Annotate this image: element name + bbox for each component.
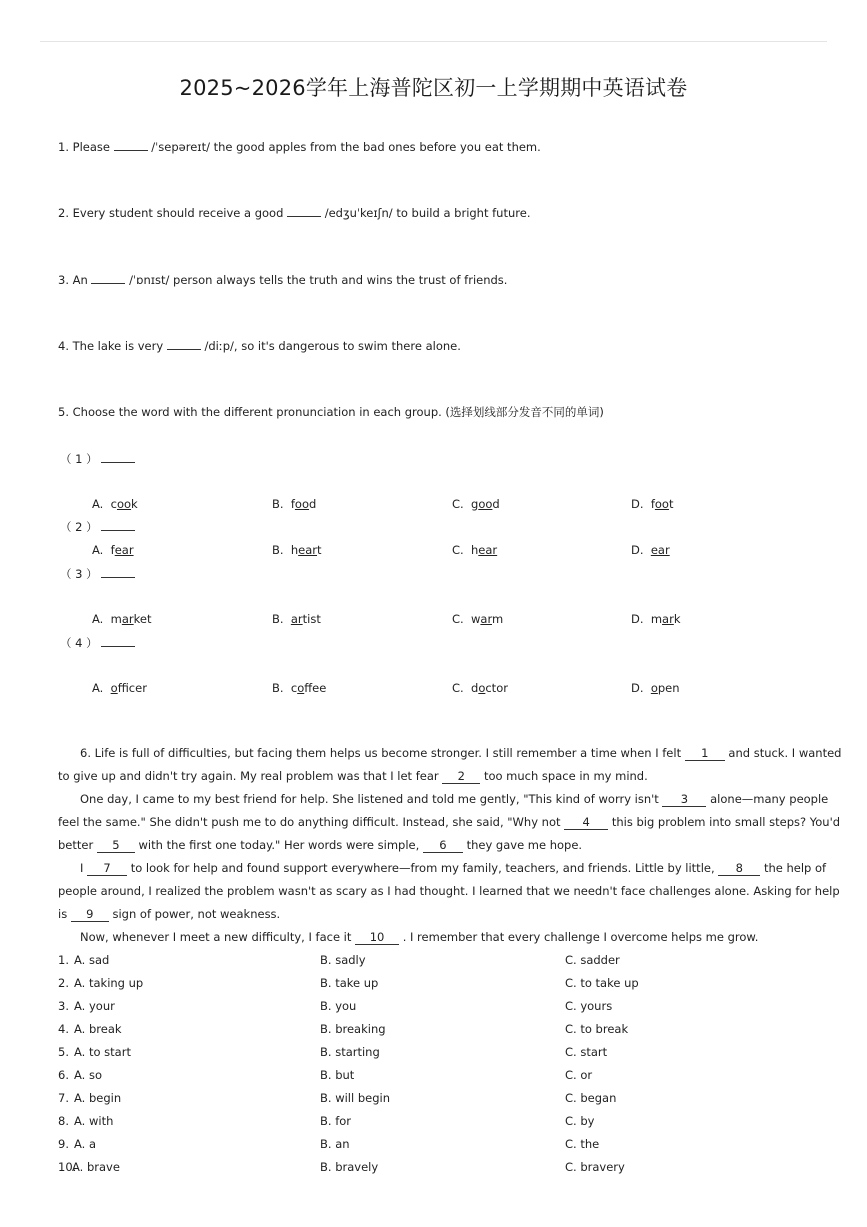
option-1c[interactable] — [452, 497, 500, 511]
question-2 — [58, 205, 530, 220]
choice-option-b[interactable]: B. for — [320, 1114, 352, 1128]
word-part: c — [110, 497, 117, 511]
blank-9[interactable]: 9 — [71, 907, 109, 922]
choice-option-b[interactable]: B. take up — [320, 976, 379, 990]
passage-text: is — [58, 907, 68, 921]
question-3 — [58, 272, 507, 287]
question-4 — [58, 338, 461, 353]
option-letter: C. — [452, 612, 464, 626]
option-3d[interactable] — [631, 612, 680, 626]
blank-5[interactable]: 5 — [97, 838, 135, 853]
group-number: （ 1 ） — [60, 452, 98, 466]
choice-number: 5. — [58, 1045, 69, 1059]
blank-3[interactable]: 3 — [662, 792, 706, 807]
question-text: 1. Please — [58, 140, 110, 154]
word-part: pen — [657, 681, 680, 695]
passage-line — [58, 926, 811, 949]
option-4a[interactable] — [92, 681, 147, 695]
choice-option-a[interactable]: A. with — [74, 1114, 114, 1128]
word-part: k — [673, 612, 681, 626]
underlined-sound: oo — [478, 497, 493, 511]
blank-8[interactable]: 8 — [718, 861, 760, 876]
choice-number: 3. — [58, 999, 69, 1013]
choice-option-a[interactable]: A. sad — [74, 953, 110, 967]
passage-text: 6. Life is full of difficulties, but facing them helps us become stronger. I still remember a time when I felt — [80, 746, 682, 760]
answer-blank[interactable] — [101, 635, 135, 647]
passage-text: One day, I came to my best friend for help. She listened and told me gently, "This kind of worry isn't — [80, 792, 659, 806]
passage-text: sign of power, not weakness. — [112, 907, 281, 921]
word-part: d — [471, 681, 479, 695]
choice-option-b[interactable]: B. you — [320, 999, 357, 1013]
word-part: m — [110, 612, 122, 626]
choice-option-a[interactable]: A. break — [74, 1022, 122, 1036]
option-letter: D. — [631, 612, 644, 626]
choice-option-c[interactable]: C. sadder — [565, 953, 620, 967]
question-text: 3. An — [58, 273, 88, 287]
choice-option-c[interactable]: C. bravery — [565, 1160, 625, 1174]
question-text: 4. The lake is very — [58, 339, 164, 353]
word-part: g — [471, 497, 479, 511]
group-3-label — [60, 566, 135, 582]
question-text: 2. Every student should receive a good — [58, 206, 284, 220]
choice-option-c[interactable]: C. or — [565, 1068, 593, 1082]
choice-option-b[interactable]: B. breaking — [320, 1022, 386, 1036]
underlined-sound: o — [478, 681, 486, 695]
option-3a[interactable] — [92, 612, 151, 626]
word-part: h — [471, 543, 479, 557]
choice-option-a[interactable]: A. a — [74, 1137, 97, 1151]
page-title: 2025~2026学年上海普陀区初一上学期期中英语试卷 — [179, 76, 688, 100]
underlined-sound: ar — [662, 612, 674, 626]
word-part: h — [290, 543, 299, 557]
answer-blank[interactable] — [101, 451, 135, 463]
word-part: d — [492, 497, 500, 511]
option-letter: B. — [272, 612, 284, 626]
option-1d[interactable] — [631, 497, 673, 511]
question-5 — [58, 404, 604, 420]
underlined-sound: o — [297, 681, 305, 695]
word-part: f — [110, 543, 115, 557]
option-letter: A. — [92, 612, 104, 626]
passage-text: feel the same." She didn't push me to do anything difficult. Instead, she said, "Why not — [58, 815, 561, 829]
underlined-sound: o — [110, 681, 118, 695]
choice-option-a[interactable]: A. your — [74, 999, 115, 1013]
choice-option-c[interactable]: C. yours — [565, 999, 613, 1013]
passage-text: Now, whenever I meet a new difficulty, I face it — [80, 930, 352, 944]
underlined-sound: ear — [298, 543, 318, 557]
word-part: f — [650, 497, 655, 511]
top-divider — [40, 41, 827, 42]
answer-blank[interactable] — [114, 139, 148, 151]
answer-blank[interactable] — [101, 519, 135, 531]
word-part: ctor — [485, 681, 508, 695]
choice-option-a[interactable]: A. begin — [74, 1091, 122, 1105]
blank-2[interactable]: 2 — [442, 769, 480, 784]
choice-option-b[interactable]: B. will begin — [320, 1091, 391, 1105]
option-letter: A. — [92, 497, 104, 511]
choice-option-a[interactable]: A. so — [74, 1068, 103, 1082]
option-letter: A. — [92, 681, 104, 695]
underlined-sound: o — [650, 681, 658, 695]
choice-number: 1. — [58, 953, 69, 967]
word-part: ket — [133, 612, 152, 626]
choice-option-b[interactable]: B. sadly — [320, 953, 366, 967]
question-text: /ˈɒnɪst/ person always tells the truth and wins the trust of friends. — [129, 273, 508, 287]
choice-option-c[interactable]: C. to break — [565, 1022, 629, 1036]
choice-option-c[interactable]: C. to take up — [565, 976, 639, 990]
option-3b[interactable] — [272, 612, 321, 626]
passage-line — [58, 788, 829, 811]
passage-text: I — [80, 861, 84, 875]
choice-option-a[interactable]: A. brave — [72, 1160, 120, 1174]
blank-10[interactable]: 10 — [355, 930, 399, 945]
underlined-sound: oo — [116, 497, 132, 511]
passage-line — [58, 834, 811, 857]
group-2-label — [60, 519, 135, 535]
choice-number: 9. — [58, 1137, 69, 1151]
underlined-sound: ear — [114, 543, 134, 557]
question-text: /diːp/, so it's dangerous to swim there alone. — [204, 339, 461, 353]
group-4-label — [60, 635, 135, 651]
passage-text: to give up and didn't try again. My real problem was that I let fear — [58, 769, 439, 783]
answer-blank[interactable] — [101, 566, 135, 578]
blank-6[interactable]: 6 — [423, 838, 463, 853]
group-1-label — [60, 451, 135, 467]
passage-text: too much space in my mind. — [483, 769, 648, 783]
blank-1[interactable]: 1 — [685, 746, 725, 761]
underlined-sound: ear — [650, 543, 670, 557]
passage-line — [58, 903, 811, 926]
passage-line — [58, 765, 811, 788]
passage-text: people around, I realized the problem wasn't as scary as I had thought. I learned that we needn't face challenges alone. Asking for help — [58, 884, 840, 898]
word-part: c — [290, 681, 298, 695]
passage-text: and stuck. I wanted — [728, 746, 842, 760]
word-part: tist — [302, 612, 321, 626]
passage-text: to look for help and found support everywhere—from my family, teachers, and friends. Little by little, — [130, 861, 715, 875]
answer-blank[interactable] — [167, 338, 201, 350]
choice-option-b[interactable]: B. starting — [320, 1045, 380, 1059]
option-2d[interactable] — [631, 543, 670, 557]
cloze-passage — [58, 742, 842, 949]
option-4c[interactable] — [452, 681, 508, 695]
option-letter: C. — [452, 543, 464, 557]
passage-text: this big problem into small steps? You'd — [611, 815, 841, 829]
choice-option-b[interactable]: B. bravely — [320, 1160, 379, 1174]
question-text: /ˈsepəreɪt/ the good apples from the bad ones before you eat them. — [151, 140, 541, 154]
option-letter: B. — [272, 497, 284, 511]
group-number: （ 4 ） — [60, 636, 98, 650]
option-4b[interactable] — [272, 681, 326, 695]
answer-blank[interactable] — [287, 205, 321, 217]
blank-7[interactable]: 7 — [87, 861, 127, 876]
word-part: fficer — [117, 681, 147, 695]
choice-number: 2. — [58, 976, 69, 990]
choice-option-c[interactable]: C. began — [565, 1091, 617, 1105]
passage-text: alone—many people — [710, 792, 829, 806]
underlined-sound: ar — [480, 612, 492, 626]
choice-number: 7. — [58, 1091, 69, 1105]
word-part: t — [668, 497, 674, 511]
question-text: 5. Choose the word with the different pronunciation in each group. (选择划线部分发音不同的单词) — [58, 405, 604, 419]
word-part: t — [317, 543, 322, 557]
group-number: （ 3 ） — [60, 567, 98, 581]
group-number: （ 2 ） — [60, 520, 98, 534]
passage-text: with the first one today." Her words were simple, — [138, 838, 420, 852]
option-3c[interactable] — [452, 612, 503, 626]
choice-number: 8. — [58, 1114, 69, 1128]
choice-option-a[interactable]: A. to start — [74, 1045, 131, 1059]
underlined-sound: ear — [478, 543, 498, 557]
passage-text: better — [58, 838, 94, 852]
passage-line — [58, 857, 827, 880]
choice-option-b[interactable]: B. but — [320, 1068, 355, 1082]
option-letter: D. — [631, 681, 644, 695]
option-1a[interactable] — [92, 497, 138, 511]
option-letter: A. — [92, 543, 104, 557]
choice-number: 10. — [58, 1160, 77, 1174]
passage-text: . I remember that every challenge I overcome helps me grow. — [402, 930, 759, 944]
underlined-sound: oo — [294, 497, 309, 511]
choice-number: 6. — [58, 1068, 69, 1082]
answer-blank[interactable] — [91, 272, 125, 284]
word-part: m — [491, 612, 504, 626]
word-part: w — [471, 612, 481, 626]
word-part: k — [131, 497, 138, 511]
choice-option-a[interactable]: A. taking up — [74, 976, 144, 990]
choice-option-c[interactable]: C. by — [565, 1114, 595, 1128]
choice-option-b[interactable]: B. an — [320, 1137, 350, 1151]
option-1b[interactable] — [272, 497, 316, 511]
passage-text: they gave me hope. — [466, 838, 583, 852]
option-letter: D. — [631, 497, 644, 511]
word-part: m — [650, 612, 663, 626]
option-2b[interactable] — [272, 543, 322, 557]
question-text: /edʒuˈkeɪʃn/ to build a bright future. — [324, 206, 531, 220]
passage-text: the help of — [763, 861, 827, 875]
passage-line — [58, 811, 841, 834]
option-letter: B. — [272, 543, 284, 557]
option-letter: C. — [452, 681, 464, 695]
question-1 — [58, 139, 541, 154]
choice-number: 4. — [58, 1022, 69, 1036]
choice-option-c[interactable]: C. the — [565, 1137, 600, 1151]
option-2c[interactable] — [452, 543, 497, 557]
word-part: ffee — [304, 681, 327, 695]
underlined-sound: oo — [654, 497, 669, 511]
underlined-sound: ar — [121, 612, 134, 626]
option-4d[interactable] — [631, 681, 680, 695]
option-letter: C. — [452, 497, 464, 511]
passage-line — [58, 742, 842, 765]
passage-line — [58, 880, 840, 903]
option-letter: D. — [631, 543, 644, 557]
option-letter: B. — [272, 681, 284, 695]
option-2a[interactable] — [92, 543, 134, 557]
word-part: d — [309, 497, 317, 511]
word-part: f — [290, 497, 295, 511]
choice-option-c[interactable]: C. start — [565, 1045, 608, 1059]
blank-4[interactable]: 4 — [564, 815, 608, 830]
underlined-sound: ar — [290, 612, 303, 626]
